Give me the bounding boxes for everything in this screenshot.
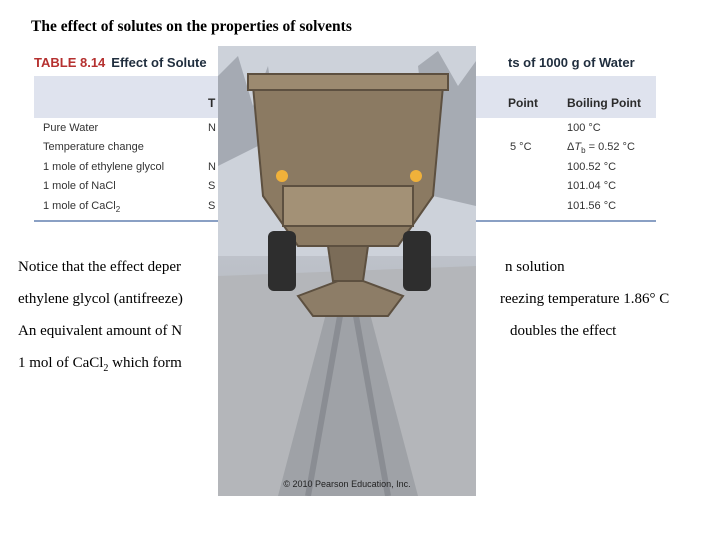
row-col2: S [208, 180, 216, 192]
photo-credit: © 2010 Pearson Education, Inc. [283, 479, 411, 489]
row-col2: N [208, 122, 216, 134]
body-line-1-right: n solution [505, 259, 565, 275]
column-header-freezing: Point [508, 96, 538, 110]
row-label: Pure Water [43, 122, 99, 134]
column-header-col2: T [208, 96, 216, 110]
row-freezing: 5 °C [510, 141, 532, 153]
body-line-2-left: ethylene glycol (antifreeze) [18, 291, 183, 307]
row-boiling: 100 °C [567, 122, 601, 134]
slide-title: The effect of solutes on the properties of solvents [31, 18, 352, 35]
body-line-3-right: doubles the effect [510, 323, 617, 339]
row-label: 1 mole of ethylene glycol [43, 161, 165, 173]
row-boiling: $\Delta T_b = 0.52$ °C [567, 141, 635, 156]
table-caption-left: Effect of Solute [111, 55, 207, 70]
row-label: 1 mole of CaCl$_2$ [43, 200, 121, 215]
body-line-1-left: Notice that the effect deper [18, 259, 181, 275]
row-boiling: 100.52 °C [567, 161, 617, 173]
body-line-3-left: An equivalent amount of N [18, 323, 183, 339]
table-number: TABLE 8.14 [34, 55, 106, 70]
row-label: 1 mole of NaCl [43, 180, 116, 192]
row-boiling: 101.04 °C [567, 180, 617, 192]
table-caption [34, 55, 207, 70]
row-label: Temperature change [43, 141, 144, 153]
row-col2: N [208, 161, 216, 173]
body-line-4-left: 1 mol of CaCl$_2$ which form [18, 355, 182, 374]
row-boiling: 101.56 °C [567, 200, 617, 212]
truck-illustration [218, 46, 476, 496]
table-caption-right: ts of 1000 g of Water [508, 55, 635, 70]
body-line-2-right: reezing temperature 1.86° C [500, 291, 670, 307]
column-header-boiling: Boiling Point [567, 96, 641, 110]
row-col2: S [208, 200, 216, 212]
salt-spreader-truck-photo [218, 46, 476, 496]
